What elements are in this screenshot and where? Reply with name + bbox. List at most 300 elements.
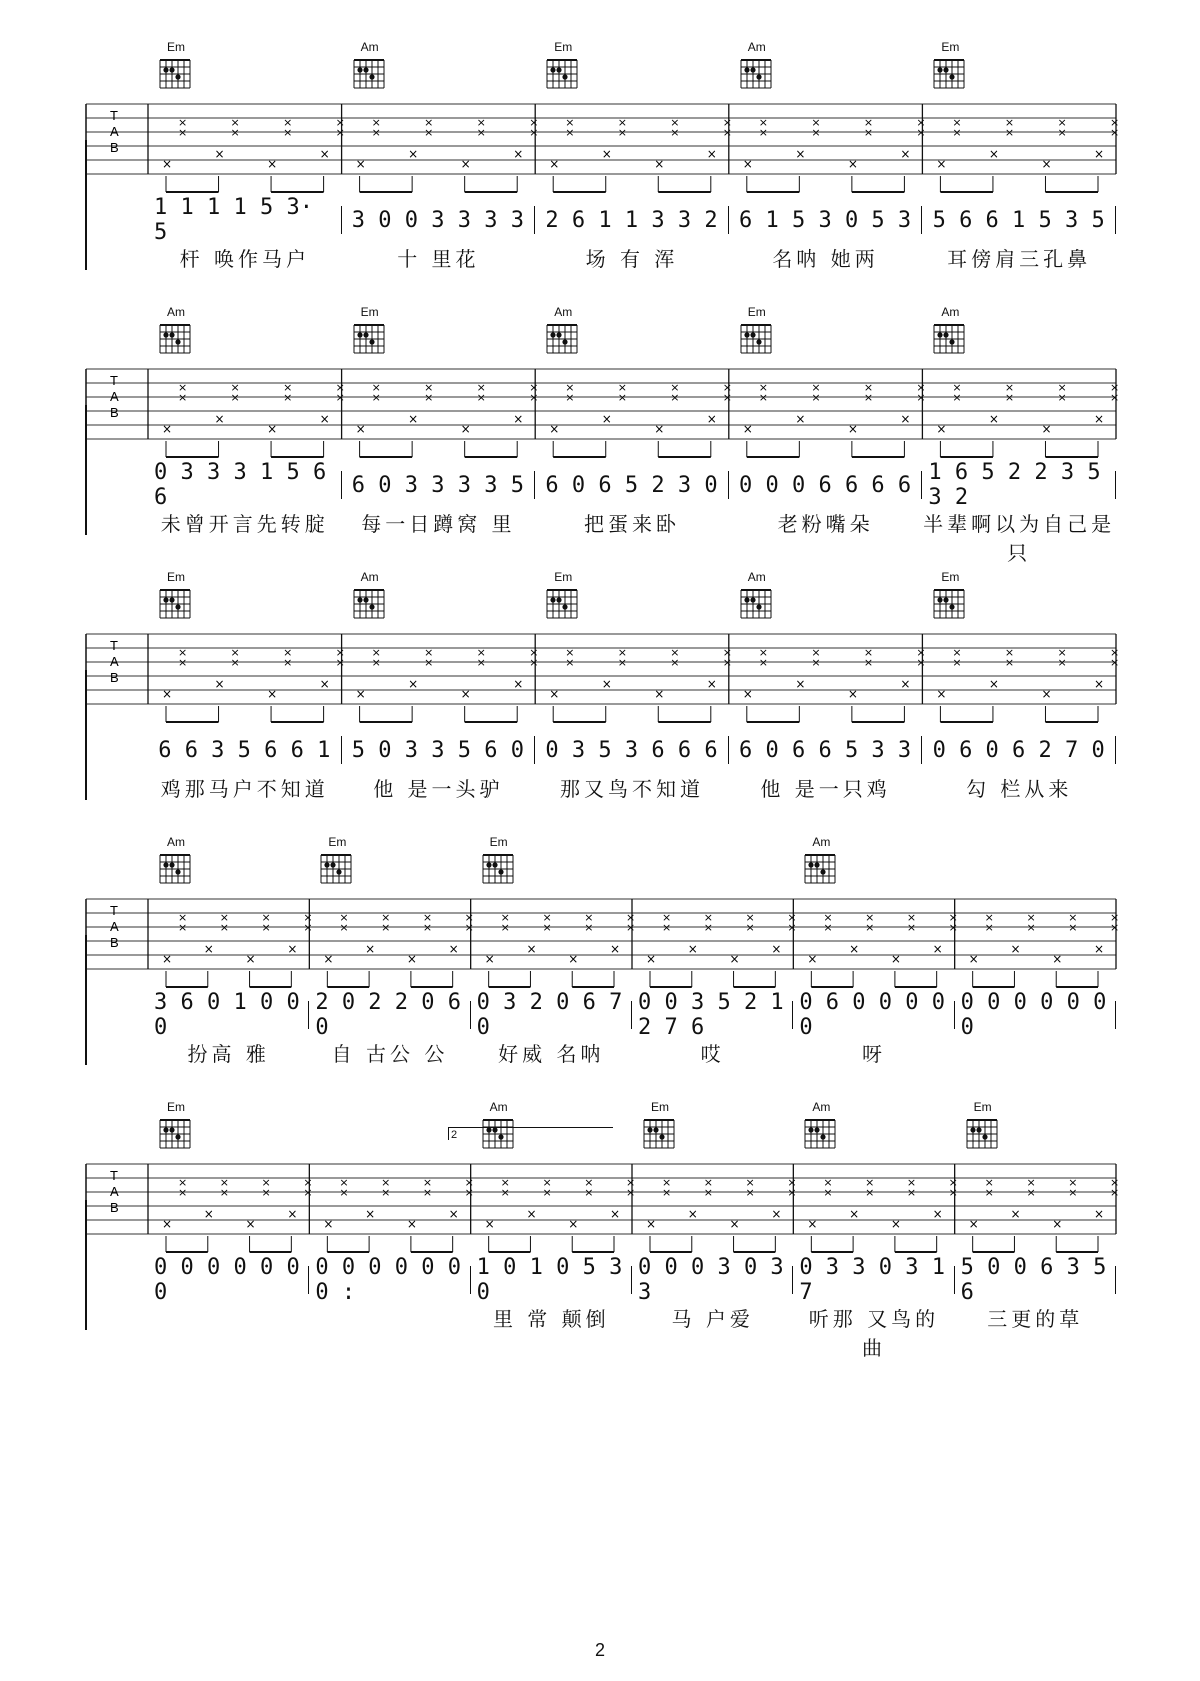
svg-text:×: × xyxy=(847,422,858,436)
chord-grid xyxy=(317,849,357,885)
measure-notes: 6 1 5 3 0 5 3 xyxy=(729,206,923,234)
svg-text:×: × xyxy=(203,1207,214,1221)
svg-text:B: B xyxy=(110,140,119,155)
chord-name: Am xyxy=(812,1100,831,1114)
svg-text:×: × xyxy=(1068,921,1078,934)
svg-text:×: × xyxy=(219,1176,229,1189)
svg-text:×: × xyxy=(542,911,552,924)
chord-name: Em xyxy=(328,835,347,849)
svg-text:×: × xyxy=(758,391,769,404)
measure-notes: 0 6 0 6 2 7 0 xyxy=(922,736,1116,764)
chord-grid xyxy=(156,54,196,90)
svg-text:×: × xyxy=(1057,126,1067,139)
svg-text:×: × xyxy=(1004,126,1015,139)
svg-text:×: × xyxy=(422,911,433,924)
svg-text:×: × xyxy=(203,942,214,956)
svg-text:×: × xyxy=(865,1186,875,1199)
svg-text:×: × xyxy=(811,381,821,394)
chord-name: Am xyxy=(489,1100,508,1114)
svg-text:×: × xyxy=(230,126,240,139)
chord-name: Em xyxy=(973,1100,992,1114)
svg-text:×: × xyxy=(500,1176,510,1189)
volta-label: 2 xyxy=(451,1129,458,1141)
chord-grid xyxy=(156,1114,196,1150)
svg-text:×: × xyxy=(626,911,636,924)
chord-grid xyxy=(640,1114,680,1150)
svg-text:×: × xyxy=(662,1186,672,1199)
svg-text:×: × xyxy=(448,942,459,956)
svg-text:×: × xyxy=(948,1186,958,1199)
svg-text:×: × xyxy=(230,391,240,404)
svg-text:×: × xyxy=(654,687,665,701)
svg-text:×: × xyxy=(1004,381,1015,394)
svg-text:×: × xyxy=(687,942,698,956)
svg-text:×: × xyxy=(283,116,293,129)
chord-name: Am xyxy=(941,305,960,319)
svg-text:×: × xyxy=(529,381,539,394)
svg-text:×: × xyxy=(823,911,833,924)
svg-text:×: × xyxy=(1026,1186,1036,1199)
svg-text:×: × xyxy=(646,1217,657,1231)
svg-text:×: × xyxy=(460,687,471,701)
svg-text:×: × xyxy=(542,921,552,934)
svg-text:×: × xyxy=(617,656,627,669)
svg-text:×: × xyxy=(795,677,806,691)
svg-text:×: × xyxy=(267,687,278,701)
svg-text:×: × xyxy=(565,126,575,139)
measure-lyric: 听那 又鸟的 曲 xyxy=(808,1307,940,1360)
chord-name: Em xyxy=(360,305,379,319)
svg-text:×: × xyxy=(323,952,334,966)
chord-name: Em xyxy=(554,570,573,584)
svg-text:×: × xyxy=(267,157,278,171)
svg-text:×: × xyxy=(811,391,821,404)
svg-text:×: × xyxy=(706,412,717,426)
svg-text:×: × xyxy=(513,677,524,691)
svg-text:×: × xyxy=(339,911,349,924)
measure-lyric: 未曾开言先转腚 xyxy=(160,512,329,536)
svg-text:×: × xyxy=(371,391,381,404)
svg-text:×: × xyxy=(365,942,376,956)
svg-text:×: × xyxy=(230,656,240,669)
measure-lyric xyxy=(955,1038,1116,1066)
chord-grid xyxy=(963,1114,1003,1150)
svg-text:×: × xyxy=(484,1217,495,1231)
svg-text:×: × xyxy=(529,116,539,129)
measure-lyric: 名呐 她两 xyxy=(772,247,879,271)
chord-grid xyxy=(156,319,196,355)
svg-text:×: × xyxy=(703,921,713,934)
svg-text:×: × xyxy=(890,1217,901,1231)
svg-text:×: × xyxy=(865,921,875,934)
svg-text:×: × xyxy=(219,911,229,924)
chord-name: Em xyxy=(941,40,960,54)
svg-text:×: × xyxy=(1110,126,1120,139)
svg-text:×: × xyxy=(381,921,391,934)
measure-notes: 0 3 3 0 3 1 7 xyxy=(793,1266,954,1294)
measure-notes: 0 0 0 0 0 0 0 xyxy=(955,1001,1116,1029)
svg-text:×: × xyxy=(811,116,821,129)
svg-text:×: × xyxy=(745,911,755,924)
svg-text:×: × xyxy=(968,952,979,966)
svg-text:×: × xyxy=(355,687,366,701)
measure-lyric: 好威 名呐 xyxy=(498,1042,605,1066)
svg-text:×: × xyxy=(1057,116,1067,129)
chord-grid xyxy=(543,54,583,90)
measure-notes: 1 0 1 0 5 3 0 xyxy=(471,1266,632,1294)
svg-text:×: × xyxy=(476,656,486,669)
svg-text:×: × xyxy=(283,656,293,669)
svg-text:×: × xyxy=(261,1176,271,1189)
chord-name: Em xyxy=(941,570,960,584)
svg-text:×: × xyxy=(610,1207,621,1221)
svg-text:×: × xyxy=(952,391,962,404)
svg-text:×: × xyxy=(1110,1186,1120,1199)
svg-text:×: × xyxy=(283,381,293,394)
svg-text:×: × xyxy=(464,1186,474,1199)
svg-text:×: × xyxy=(381,1186,391,1199)
chord-grid xyxy=(543,319,583,355)
svg-text:×: × xyxy=(1010,1207,1021,1221)
svg-text:T: T xyxy=(110,108,118,123)
svg-text:×: × xyxy=(162,1217,173,1231)
svg-text:×: × xyxy=(178,391,188,404)
svg-text:×: × xyxy=(568,952,579,966)
svg-text:×: × xyxy=(303,911,313,924)
svg-text:×: × xyxy=(529,391,539,404)
svg-text:×: × xyxy=(1110,646,1120,659)
svg-text:×: × xyxy=(811,646,821,659)
chord-name: Em xyxy=(167,40,185,54)
svg-text:×: × xyxy=(706,677,717,691)
measure-lyric xyxy=(309,1303,470,1331)
svg-text:×: × xyxy=(865,911,875,924)
svg-text:×: × xyxy=(178,116,188,129)
numbered-notation-row xyxy=(148,195,1116,245)
svg-text:×: × xyxy=(549,422,560,436)
svg-text:×: × xyxy=(1094,1207,1105,1221)
svg-text:×: × xyxy=(662,1176,672,1189)
svg-text:×: × xyxy=(339,921,349,934)
svg-text:×: × xyxy=(319,147,330,161)
svg-text:×: × xyxy=(1110,656,1120,669)
svg-text:×: × xyxy=(287,1207,298,1221)
chord-name: Em xyxy=(489,835,508,849)
svg-text:×: × xyxy=(811,656,821,669)
measure-lyric: 把蛋来卧 xyxy=(583,512,680,536)
svg-text:×: × xyxy=(476,126,486,139)
svg-text:×: × xyxy=(230,646,240,659)
svg-text:×: × xyxy=(371,126,381,139)
svg-text:×: × xyxy=(476,116,486,129)
svg-text:×: × xyxy=(500,921,510,934)
svg-text:×: × xyxy=(610,942,621,956)
chord-name: Am xyxy=(360,40,379,54)
svg-text:×: × xyxy=(381,911,391,924)
svg-text:×: × xyxy=(662,911,672,924)
svg-text:×: × xyxy=(601,677,612,691)
svg-text:×: × xyxy=(863,646,874,659)
svg-text:×: × xyxy=(1094,677,1105,691)
svg-text:×: × xyxy=(932,1207,943,1221)
svg-text:×: × xyxy=(335,381,345,394)
chord-name: Em xyxy=(554,40,573,54)
svg-text:×: × xyxy=(1010,942,1021,956)
tab-staff xyxy=(86,1150,1120,1270)
svg-text:×: × xyxy=(654,157,665,171)
chord-name: Am xyxy=(812,835,831,849)
svg-text:×: × xyxy=(565,116,575,129)
measure-notes: 0 3 2 0 6 7 0 xyxy=(471,1001,632,1029)
measure-lyric: 勾 栏从来 xyxy=(965,777,1073,801)
chord-grid xyxy=(350,319,390,355)
numbered-notation-row xyxy=(148,1255,1116,1305)
svg-text:×: × xyxy=(526,1207,537,1221)
svg-text:×: × xyxy=(542,1186,552,1199)
svg-text:×: × xyxy=(863,391,874,404)
measure-notes: 6 0 6 6 5 3 3 xyxy=(729,736,923,764)
chord-name: Em xyxy=(651,1100,669,1114)
chord-grid xyxy=(737,319,777,355)
measure-notes: 5 0 3 3 5 6 0 xyxy=(342,736,536,764)
svg-text:A: A xyxy=(110,1184,119,1199)
svg-text:×: × xyxy=(529,646,539,659)
svg-text:×: × xyxy=(742,422,753,436)
svg-text:×: × xyxy=(646,952,657,966)
svg-text:×: × xyxy=(1026,1176,1036,1189)
svg-text:×: × xyxy=(245,1217,256,1231)
svg-text:×: × xyxy=(1110,1176,1120,1189)
svg-text:×: × xyxy=(662,921,672,934)
svg-text:×: × xyxy=(1057,646,1067,659)
svg-text:×: × xyxy=(1041,422,1052,436)
svg-text:×: × xyxy=(584,1186,594,1199)
lyric-row xyxy=(148,1038,1116,1066)
lyric-row xyxy=(148,1303,1116,1360)
svg-text:B: B xyxy=(110,935,119,950)
svg-text:×: × xyxy=(617,126,627,139)
svg-text:×: × xyxy=(823,921,833,934)
svg-text:A: A xyxy=(110,389,119,404)
measure-notes: 6 0 3 3 3 3 5 xyxy=(342,471,536,499)
measure-notes: 5 0 0 6 3 5 6 xyxy=(955,1266,1116,1294)
chord-grid xyxy=(930,584,970,620)
svg-text:×: × xyxy=(1026,921,1036,934)
svg-text:×: × xyxy=(984,1176,994,1189)
svg-text:×: × xyxy=(245,952,256,966)
svg-text:×: × xyxy=(355,422,366,436)
svg-text:×: × xyxy=(319,677,330,691)
svg-text:×: × xyxy=(1110,116,1120,129)
svg-text:×: × xyxy=(1057,656,1067,669)
svg-text:×: × xyxy=(500,1186,510,1199)
svg-text:×: × xyxy=(568,1217,579,1231)
svg-text:×: × xyxy=(1052,1217,1063,1231)
svg-text:×: × xyxy=(178,1176,188,1189)
svg-text:×: × xyxy=(906,1186,917,1199)
svg-text:×: × xyxy=(952,646,962,659)
tab-staff xyxy=(86,355,1120,475)
svg-text:×: × xyxy=(952,126,962,139)
svg-text:×: × xyxy=(617,116,627,129)
svg-text:B: B xyxy=(110,670,119,685)
svg-text:×: × xyxy=(906,1176,917,1189)
svg-text:×: × xyxy=(984,911,994,924)
svg-text:×: × xyxy=(406,1217,417,1231)
svg-text:×: × xyxy=(787,1176,797,1189)
svg-text:×: × xyxy=(303,1186,313,1199)
svg-text:×: × xyxy=(178,656,188,669)
svg-text:×: × xyxy=(448,1207,459,1221)
svg-text:×: × xyxy=(267,422,278,436)
svg-text:×: × xyxy=(703,1186,713,1199)
svg-text:×: × xyxy=(1004,646,1015,659)
svg-text:×: × xyxy=(890,952,901,966)
tab-staff xyxy=(86,90,1120,210)
svg-text:×: × xyxy=(906,911,917,924)
measure-lyric: 耳傍肩三孔鼻 xyxy=(947,247,1092,271)
svg-text:×: × xyxy=(365,1207,376,1221)
svg-text:×: × xyxy=(601,412,612,426)
measure-notes: 3 6 0 1 0 0 0 xyxy=(148,1001,309,1029)
numbered-notation-row xyxy=(148,460,1116,510)
measure-notes: 1 1 1 1 5 3· 5 xyxy=(148,206,342,234)
measure-lyric: 半辈啊以为自己是只 xyxy=(923,512,1116,565)
svg-text:×: × xyxy=(900,677,911,691)
svg-text:B: B xyxy=(110,1200,119,1215)
svg-text:×: × xyxy=(1057,391,1067,404)
measure-notes: 0 0 0 3 0 3 3 xyxy=(632,1266,793,1294)
svg-text:×: × xyxy=(771,942,782,956)
volta-bracket xyxy=(448,1127,613,1140)
measure-lyric: 每一日蹲窝 里 xyxy=(361,512,516,536)
svg-text:×: × xyxy=(617,646,627,659)
svg-text:×: × xyxy=(952,656,962,669)
svg-text:×: × xyxy=(424,116,434,129)
svg-text:×: × xyxy=(745,1176,755,1189)
svg-text:×: × xyxy=(948,911,958,924)
svg-text:×: × xyxy=(988,412,999,426)
svg-text:×: × xyxy=(758,116,769,129)
svg-text:×: × xyxy=(303,1176,313,1189)
chord-grid xyxy=(479,849,519,885)
svg-text:×: × xyxy=(460,157,471,171)
svg-text:×: × xyxy=(706,147,717,161)
staff-system xyxy=(0,1100,1200,1420)
measure-notes: 5 6 6 1 5 3 5 xyxy=(922,206,1116,234)
measure-lyric: 哎 xyxy=(700,1042,725,1066)
system-left-bar xyxy=(85,935,87,1065)
chord-name: Am xyxy=(167,305,185,319)
svg-text:×: × xyxy=(565,656,575,669)
svg-text:×: × xyxy=(758,646,769,659)
svg-text:B: B xyxy=(110,405,119,420)
svg-text:×: × xyxy=(214,677,225,691)
svg-text:×: × xyxy=(513,147,524,161)
svg-text:×: × xyxy=(408,412,419,426)
svg-text:×: × xyxy=(162,687,173,701)
svg-text:×: × xyxy=(916,116,926,129)
svg-text:×: × xyxy=(847,687,858,701)
measure-notes: 0 0 0 6 6 6 6 xyxy=(729,471,923,499)
svg-text:×: × xyxy=(283,126,293,139)
svg-text:×: × xyxy=(529,656,539,669)
svg-text:×: × xyxy=(742,157,753,171)
svg-text:×: × xyxy=(936,157,947,171)
svg-text:×: × xyxy=(722,381,733,394)
chord-grid xyxy=(737,584,777,620)
svg-text:×: × xyxy=(948,921,958,934)
svg-text:×: × xyxy=(1110,911,1120,924)
chord-name: Am xyxy=(554,305,573,319)
svg-text:×: × xyxy=(952,381,962,394)
svg-text:×: × xyxy=(424,656,434,669)
svg-text:×: × xyxy=(1026,911,1036,924)
measure-notes: 2 0 2 2 0 6 0 xyxy=(309,1001,470,1029)
svg-text:×: × xyxy=(916,656,926,669)
svg-text:T: T xyxy=(110,1168,118,1183)
measure-lyric: 扮高 雅 xyxy=(187,1042,270,1066)
svg-text:×: × xyxy=(219,1186,229,1199)
svg-text:×: × xyxy=(722,116,733,129)
svg-text:×: × xyxy=(178,921,188,934)
svg-text:×: × xyxy=(283,646,293,659)
svg-text:×: × xyxy=(1004,656,1015,669)
svg-text:×: × xyxy=(670,391,680,404)
measure-notes: 6 6 3 5 6 6 1 xyxy=(148,736,342,764)
svg-text:A: A xyxy=(110,654,119,669)
system-left-bar xyxy=(85,405,87,535)
svg-text:×: × xyxy=(916,381,926,394)
measure-lyric xyxy=(148,1303,309,1331)
svg-text:×: × xyxy=(460,422,471,436)
svg-text:×: × xyxy=(729,1217,740,1231)
chord-name: Am xyxy=(747,40,766,54)
page-number: 2 xyxy=(594,1640,605,1660)
svg-text:×: × xyxy=(283,391,293,404)
svg-text:×: × xyxy=(758,381,769,394)
measure-notes: 0 3 3 3 1 5 6 6 xyxy=(148,471,342,499)
svg-text:×: × xyxy=(849,1207,860,1221)
svg-text:×: × xyxy=(1110,921,1120,934)
svg-text:×: × xyxy=(936,687,947,701)
tab-staff xyxy=(86,620,1120,740)
numbered-notation-row xyxy=(148,730,1116,770)
svg-text:×: × xyxy=(906,921,917,934)
svg-text:×: × xyxy=(849,942,860,956)
svg-text:×: × xyxy=(722,656,733,669)
svg-text:×: × xyxy=(795,412,806,426)
svg-text:A: A xyxy=(110,919,119,934)
svg-text:×: × xyxy=(381,1176,391,1189)
svg-text:×: × xyxy=(722,646,733,659)
svg-text:×: × xyxy=(287,942,298,956)
svg-text:×: × xyxy=(670,656,680,669)
measure-lyric: 马 户爱 xyxy=(671,1307,754,1331)
svg-text:×: × xyxy=(847,157,858,171)
svg-text:×: × xyxy=(1094,942,1105,956)
svg-text:×: × xyxy=(807,952,818,966)
measure-notes: 0 3 5 3 6 6 6 xyxy=(535,736,729,764)
measure-lyric: 杆 唤作马户 xyxy=(179,247,310,271)
svg-text:×: × xyxy=(863,126,874,139)
svg-text:×: × xyxy=(916,391,926,404)
svg-text:×: × xyxy=(565,646,575,659)
measure-notes: 0 6 0 0 0 0 0 xyxy=(793,1001,954,1029)
svg-text:×: × xyxy=(422,921,433,934)
svg-text:×: × xyxy=(549,687,560,701)
svg-text:×: × xyxy=(1068,1176,1078,1189)
